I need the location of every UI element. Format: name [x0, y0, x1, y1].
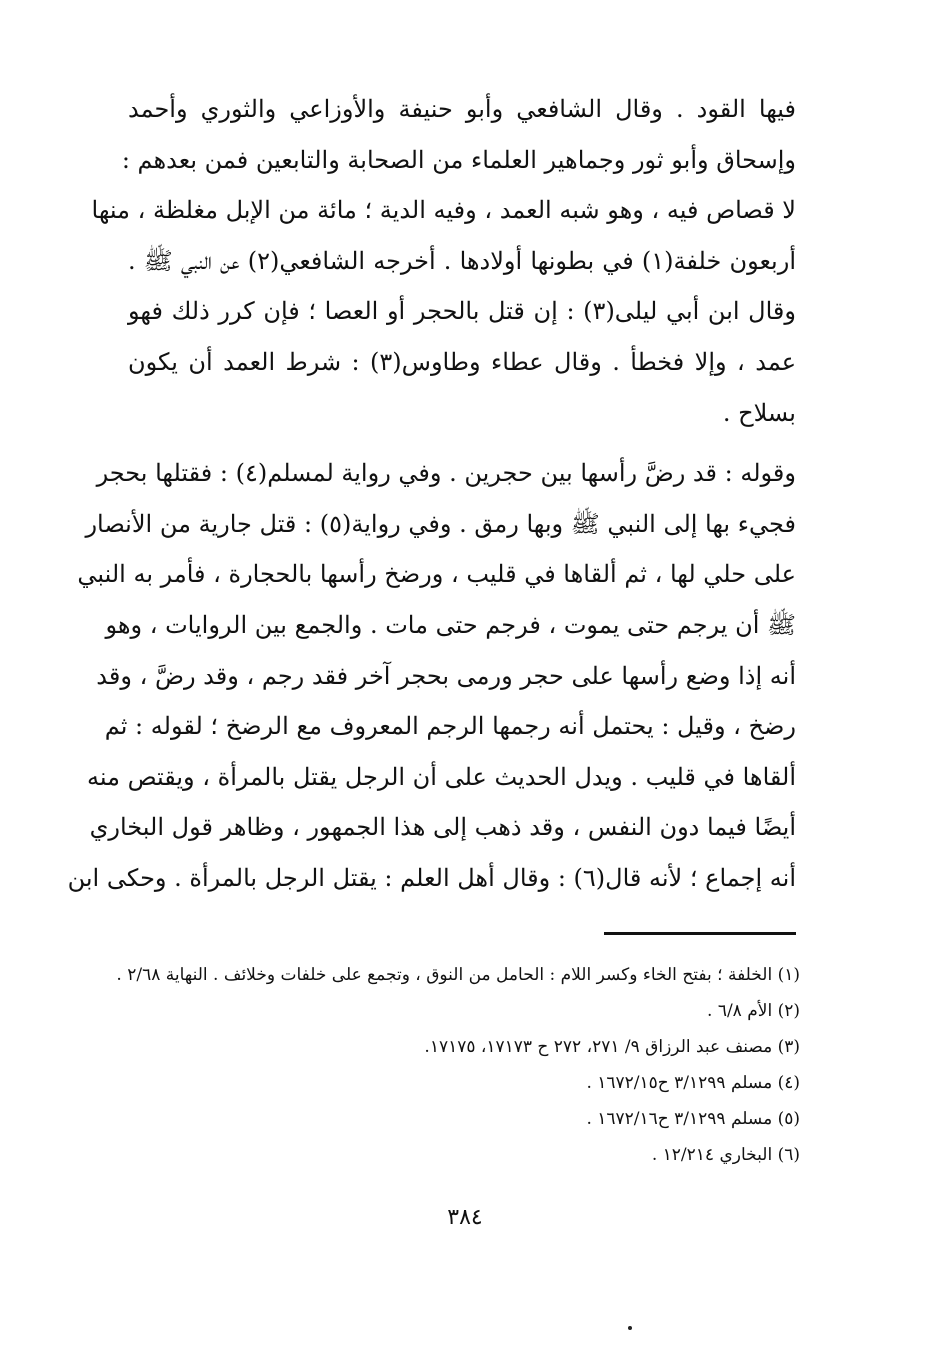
footnote: (٤) مسلم ٣/١٢٩٩ ح١٦٧٢/١٥ .	[586, 1073, 800, 1093]
main-text	[67, 84, 797, 904]
paragraph-2	[67, 448, 796, 903]
text-line: وإسحاق وأبو ثور وجماهير العلماء من الصحابة والتابعين فمن بعدهم :	[121, 145, 796, 174]
footnote: (١) الخلفة ؛ بفتح الخاء وكسر اللام : الحامل من النوق ، وتجمع على خلفات وخلائف . النهاية ٢/٦٨ .	[116, 965, 800, 985]
text-line: رضخ ، وقيل : يحتمل أنه رجمها الرجم المعروف مع الرضخ ؛ لقوله : ثم	[104, 712, 796, 741]
footnotes	[116, 957, 800, 1173]
text-line: أيضًا فيما دون النفس ، وقد ذهب إلى هذا الجمهور ، وظاهر قول البخاري	[89, 813, 796, 842]
footnote: (٣) مصنف عبد الرزاق ٩/ ٢٧١، ٢٧٢ ح ١٧١٧٣، ١٧١٧٥.	[424, 1037, 800, 1057]
footnote: (٥) مسلم ٣/١٢٩٩ ح١٦٧٢/١٦ .	[586, 1109, 800, 1129]
text-line: ﷺ أن يرجم حتى يموت ، فرجم حتى مات . والجمع بين الروايات ، وهو	[105, 610, 796, 639]
text-line: وقال ابن أبي ليلى(٣) : إن قتل بالحجر أو العصا ؛ فإن كرر ذلك فهو	[128, 297, 796, 326]
text-line: أربعون خلفة(١) في بطونها أولادها . أخرجه الشافعي(٢) عن النبي ﷺ .	[128, 246, 796, 275]
page-number: ٣٨٤	[447, 1205, 483, 1230]
scan-speck	[628, 1326, 632, 1330]
paragraph-1	[91, 84, 797, 438]
text-line: لا قصاص فيه ، وهو شبه العمد ، وفيه الدية ؛ مائة من الإبل مغلظة ، منها	[91, 196, 796, 225]
footnote: (٦) البخاري ١٢/٢١٤ .	[651, 1145, 800, 1165]
text-line: أنه إجماع ؛ لأنه قال(٦) : وقال أهل العلم : يقتل الرجل بالمرأة . وحكى ابن	[67, 863, 796, 892]
footnote-separator	[604, 932, 796, 935]
footnote: (٢) الأم ٦/٨ .	[707, 1001, 800, 1021]
text-line: بسلاح .	[722, 398, 796, 427]
text-line: عمد ، وإلا فخطأ . وقال عطاء وطاوس(٣) : شرط العمد أن يكون	[128, 347, 797, 376]
text-line: فجيء بها إلى النبي ﷺ وبها رمق . وفي رواية(٥) : قتل جارية من الأنصار	[85, 509, 796, 538]
text-line: فيها القود . وقال الشافعي وأبو حنيفة والأوزاعي والثوري وأحمد	[128, 95, 796, 123]
text-line: ألقاها في قليب . ويدل الحديث على أن الرجل يقتل بالمرأة ، ويقتص منه	[87, 762, 796, 791]
text-line: أنه إذا وضع رأسها على حجر ورمى بحجر آخر فقد رجم ، وقد رضَّ ، وقد	[96, 661, 796, 690]
text-line: وقوله : قد رضَّ رأسها بين حجرين . وفي رواية لمسلم(٤) : فقتلها بحجر	[96, 459, 796, 488]
text-line: على حلي لها ، ثم ألقاها في قليب ، ورضخ رأسها بالحجارة ، فأمر به النبي	[77, 560, 796, 589]
